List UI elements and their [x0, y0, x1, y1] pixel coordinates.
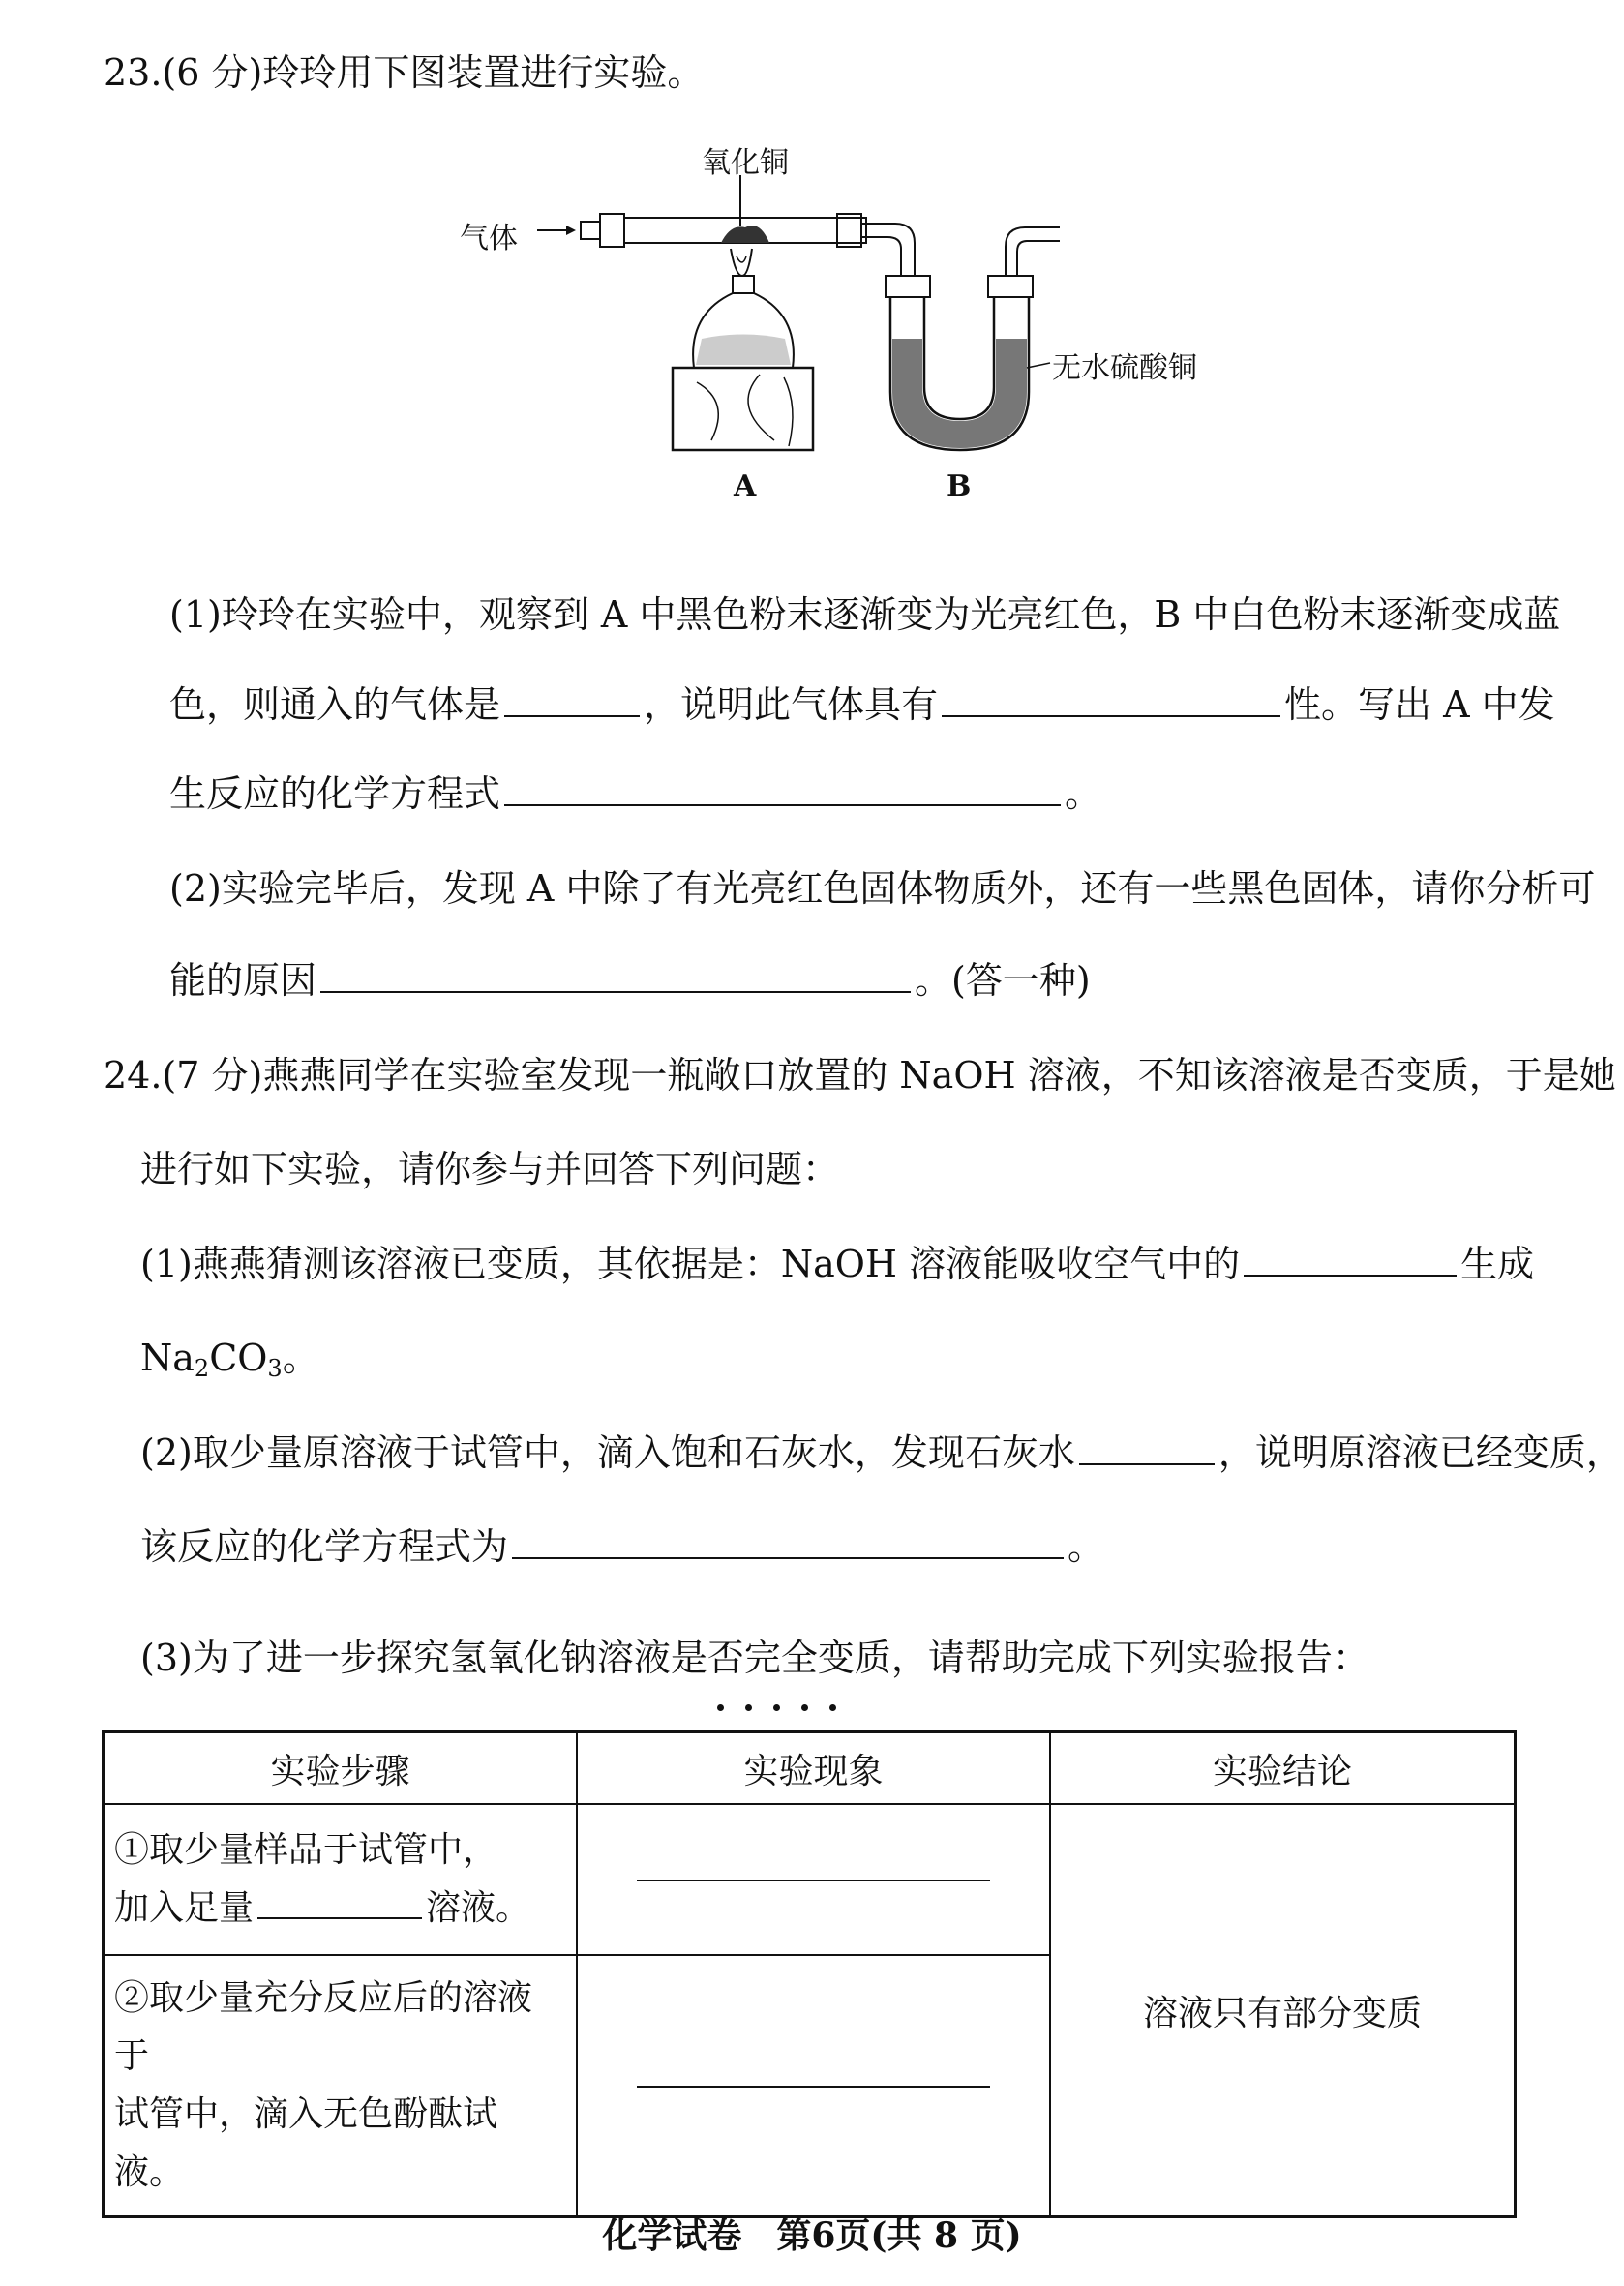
step-2-line2: 试管中，滴入无色酚酞试液。 — [114, 2094, 498, 2192]
formula-sub-2: 2 — [194, 1355, 210, 1382]
answer-blank-co2[interactable] — [1244, 1242, 1457, 1277]
q23-p1-line2 — [169, 682, 1555, 727]
q23-p2-line1: (2)实验完毕后，发现 A 中除了有光亮红色固体物质外，还有一些黑色固体，请你分析可 — [169, 867, 1596, 910]
q24-p2-line1 — [140, 1430, 1623, 1475]
q23-p1-line1: (1)玲玲在实验中，观察到 A 中黑色粉末逐渐变为光亮红色，B 中白色粉末逐渐变成蓝 — [169, 593, 1561, 636]
emphasized-phrase — [707, 1636, 891, 1680]
step-1-line1: ①取少量样品于试管中， — [114, 1830, 498, 1870]
q24-p3-text-a: (3)为了进一步探究氢氧化钠溶液是 — [140, 1637, 707, 1679]
q24-p1-text-b: 生成 — [1460, 1243, 1535, 1285]
q23-p1-text-e: 。 — [1065, 772, 1102, 815]
q24-p2-text-d: 。 — [1068, 1525, 1105, 1568]
formula-na: Na — [140, 1337, 195, 1379]
q23-p1-line3 — [169, 771, 1101, 816]
conclusion-cell: 溶液只有部分变质 — [1050, 1804, 1516, 2217]
answer-blank-phenomenon-2[interactable] — [637, 2084, 990, 2088]
apparatus-drawing — [440, 160, 1215, 508]
gas-label: 气体 — [460, 222, 518, 256]
apparatus-figure — [440, 146, 1215, 508]
q24-p1-line1 — [140, 1242, 1534, 1286]
formula-sub-3: 3 — [267, 1355, 283, 1382]
anhydrous-copper-sulfate-label: 无水硫酸铜 — [1052, 351, 1197, 385]
step-1-cell — [104, 1804, 578, 1955]
header-phenomena: 实验现象 — [577, 1732, 1050, 1805]
phenomenon-2-cell — [577, 1955, 1050, 2217]
q24-p2-line2 — [140, 1524, 1104, 1569]
q23-p2-line2 — [169, 958, 1091, 1003]
q23-p1-text-b: ，说明此气体具有 — [644, 683, 939, 726]
header-steps: 实验步骤 — [104, 1732, 578, 1805]
q23-header: 23.(6 分)玲玲用下图装置进行实验。 — [104, 51, 705, 94]
experiment-report-table — [102, 1730, 1517, 2218]
phenomenon-1-cell — [577, 1804, 1050, 1955]
answer-blank-equation-b[interactable] — [512, 1524, 1064, 1559]
copper-oxide-label: 氧化铜 — [702, 146, 789, 180]
step-1-text-b: 溶液。 — [426, 1888, 531, 1928]
q24-header-line2: 进行如下实验，请你参与并回答下列问题： — [140, 1148, 840, 1190]
table-header-row — [104, 1732, 1516, 1805]
answer-blank-reagent[interactable] — [257, 1884, 422, 1919]
q24-p2-text-a: (2)取少量原溶液于试管中，滴入饱和石灰水，发现石灰水 — [140, 1431, 1075, 1474]
emphasis-dots — [707, 1676, 891, 1686]
answer-blank-equation-a[interactable] — [504, 771, 1061, 806]
q24-p1-text-a: (1)燕燕猜测该溶液已变质，其依据是：NaOH 溶液能吸收空气中的 — [140, 1243, 1241, 1285]
answer-blank-limewater[interactable] — [1079, 1430, 1215, 1465]
step-2-cell — [104, 1955, 578, 2217]
q23-p1-text-a: 色，则通入的气体是 — [169, 683, 501, 726]
q24-p3-emph-text: 否完全变质 — [707, 1637, 891, 1679]
apparatus-b-label: B — [947, 469, 972, 503]
q24-p3-text-b: ，请帮助完成下列实验报告： — [890, 1637, 1369, 1679]
step-1-line2 — [114, 1880, 566, 1938]
q23-p1-text-c: 性。写出 A 中发 — [1284, 683, 1555, 726]
q24-header: 24.(7 分)燕燕同学在实验室发现一瓶敞口放置的 NaOH 溶液，不知该溶液是否变质，于是她 — [104, 1054, 1616, 1097]
answer-blank-phenomenon-1[interactable] — [637, 1878, 990, 1881]
answer-blank-gas[interactable] — [504, 682, 640, 717]
page-footer: 化学试卷 第6页(共 8 页) — [602, 2215, 1022, 2256]
step-1-text-a: 加入足量 — [114, 1888, 255, 1928]
apparatus-a-label: A — [734, 469, 757, 503]
q24-p2-text-c: 该反应的化学方程式为 — [140, 1525, 509, 1568]
answer-blank-reason[interactable] — [320, 958, 911, 993]
q23-p1-text-d: 生反应的化学方程式 — [169, 772, 501, 815]
q24-p3-line — [140, 1636, 1369, 1680]
q24-p2-text-b: ，说明原溶液已经变质， — [1218, 1431, 1623, 1474]
answer-blank-property[interactable] — [942, 682, 1280, 717]
formula-co: CO — [209, 1337, 268, 1379]
table-row — [104, 1804, 1516, 1955]
step-2-line1: ②取少量充分反应后的溶液于 — [114, 1978, 533, 2076]
q24-p1-line2 — [140, 1336, 319, 1391]
q23-p2-text-a: 能的原因 — [169, 959, 317, 1002]
formula-end: 。 — [282, 1337, 319, 1379]
q23-p2-text-b: 。(答一种) — [915, 959, 1091, 1002]
header-conclusion: 实验结论 — [1050, 1732, 1516, 1805]
